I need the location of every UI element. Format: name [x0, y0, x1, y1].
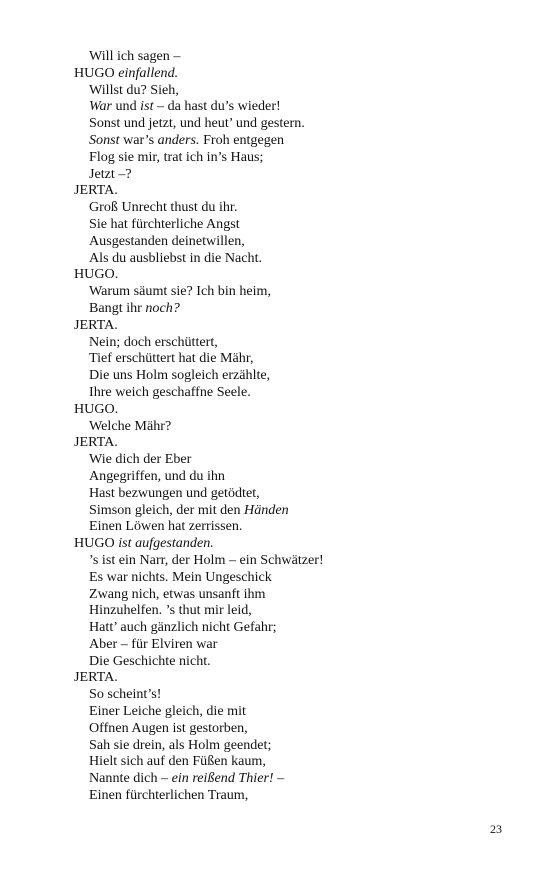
verse-line [74, 586, 324, 603]
stage-direction-text: einfallend. [118, 64, 179, 81]
verse-line [74, 98, 324, 115]
play-text [74, 48, 324, 804]
stage-direction-text: ist aufgestanden. [118, 535, 214, 552]
stage-direction-text: War [89, 98, 112, 115]
speaker-line [74, 266, 324, 283]
verse-line [74, 418, 324, 435]
line-text: Welche Mähr? [89, 417, 172, 434]
verse-line [74, 787, 324, 804]
verse-line [74, 250, 324, 267]
line-text: JERTA. [74, 669, 118, 686]
speaker-line [74, 535, 324, 552]
line-text: Hielt sich auf den Füßen kaum, [89, 753, 266, 770]
verse-line [74, 367, 324, 384]
speaker-line [74, 317, 324, 334]
line-text: Sonst und jetzt, und heut’ und gestern. [89, 115, 305, 132]
verse-line [74, 451, 324, 468]
line-text: Sie hat fürchterliche Angst [89, 215, 240, 232]
line-text: Warum säumt sie? Ich bin heim, [89, 283, 272, 300]
line-text: ’s ist ein Narr, der Holm – ein Schwätzer! [89, 551, 324, 568]
line-text: Will ich sagen – [89, 48, 181, 64]
verse-line [74, 569, 324, 586]
verse-line [74, 753, 324, 770]
speaker-line [74, 401, 324, 418]
line-text: HUGO. [74, 400, 119, 417]
line-text: Wie dich der Eber [89, 451, 192, 468]
stage-direction-text: Sonst [89, 131, 120, 148]
line-text: Einen fürchterlichen Traum, [89, 787, 249, 804]
verse-line [74, 468, 324, 485]
verse-line [74, 636, 324, 653]
line-text: JERTA. [74, 316, 118, 333]
verse-line [74, 720, 324, 737]
verse-line [74, 770, 324, 787]
line-text: Froh entgegen [199, 131, 285, 148]
verse-line [74, 216, 324, 233]
verse-line [74, 686, 324, 703]
line-text: Nein; doch erschüttert, [89, 333, 218, 350]
line-text: Tief erschüttert hat die Mähr, [89, 350, 254, 367]
verse-line [74, 518, 324, 535]
line-text: Jetzt –? [89, 165, 132, 182]
line-text: Es war nichts. Mein Ungeschick [89, 568, 272, 585]
verse-line [74, 300, 324, 317]
line-text: Einen Löwen hat zerrissen. [89, 518, 243, 535]
verse-line [74, 384, 324, 401]
verse-line [74, 350, 324, 367]
line-text: Die Geschichte nicht. [89, 652, 211, 669]
line-text: Die uns Holm sogleich erzählte, [89, 367, 271, 384]
speaker-line [74, 182, 324, 199]
line-text: Willst du? Sieh, [89, 81, 179, 98]
verse-line [74, 233, 324, 250]
line-text: Einer Leiche gleich, die mit [89, 703, 246, 720]
verse-line [74, 199, 324, 216]
line-text: – da hast du’s wieder! [153, 98, 281, 115]
line-text: Zwang nich, etwas unsanft ihm [89, 585, 266, 602]
verse-line [74, 619, 324, 636]
line-text: Groß Unrecht thust du ihr. [89, 199, 238, 216]
line-text: Aber – für Elviren war [89, 635, 218, 652]
line-text: war’s [119, 131, 158, 148]
verse-line [74, 602, 324, 619]
line-text: JERTA. [74, 434, 118, 451]
speaker-line [74, 434, 324, 451]
verse-line [74, 166, 324, 183]
line-text: Ausgestanden deinetwillen, [89, 232, 245, 249]
speaker-line [74, 669, 324, 686]
stage-direction-text: ist [140, 98, 154, 115]
verse-line [74, 737, 324, 754]
line-text: Als du ausbliebst in die Nacht. [89, 249, 263, 266]
verse-line [74, 703, 324, 720]
verse-line [74, 149, 324, 166]
verse-line [74, 552, 324, 569]
line-text: So scheint’s! [89, 686, 162, 703]
line-text: Sah sie drein, als Holm geendet; [89, 736, 272, 753]
line-text: Bangt ihr [89, 299, 146, 316]
line-text: Nannte dich – [89, 770, 172, 787]
line-text: Ihre weich geschaffne Seele. [89, 383, 251, 400]
verse-line [74, 334, 324, 351]
verse-line [74, 485, 324, 502]
line-text: Hatt’ auch gänzlich nicht Gefahr; [89, 619, 277, 636]
line-text: und [111, 98, 141, 115]
verse-line [74, 48, 324, 65]
verse-line [74, 283, 324, 300]
line-text: Hinzuhelfen. ’s thut mir leid, [89, 602, 252, 619]
stage-direction-text: noch? [145, 299, 180, 316]
page-number: 23 [490, 822, 502, 836]
line-text: – [273, 770, 285, 787]
line-text: Simson gleich, der mit den [89, 501, 245, 518]
stage-direction-text: anders. [157, 131, 200, 148]
line-text: HUGO [74, 535, 119, 552]
line-text: Angegriffen, und du ihn [89, 467, 225, 484]
line-text: Flog sie mir, trat ich in’s Haus; [89, 148, 264, 165]
line-text: HUGO. [74, 266, 119, 283]
stage-direction-text: ein reißend Thier! [171, 770, 274, 787]
stage-direction-text: Händen [244, 501, 289, 518]
line-text: Hast bezwungen und getödtet, [89, 484, 260, 501]
speaker-line [74, 65, 324, 82]
verse-line [74, 132, 324, 149]
verse-line [74, 82, 324, 99]
verse-line [74, 115, 324, 132]
line-text: HUGO [74, 64, 119, 81]
line-text: JERTA. [74, 182, 118, 199]
verse-line [74, 653, 324, 670]
verse-line [74, 502, 324, 519]
line-text: Offnen Augen ist gestorben, [89, 719, 248, 736]
